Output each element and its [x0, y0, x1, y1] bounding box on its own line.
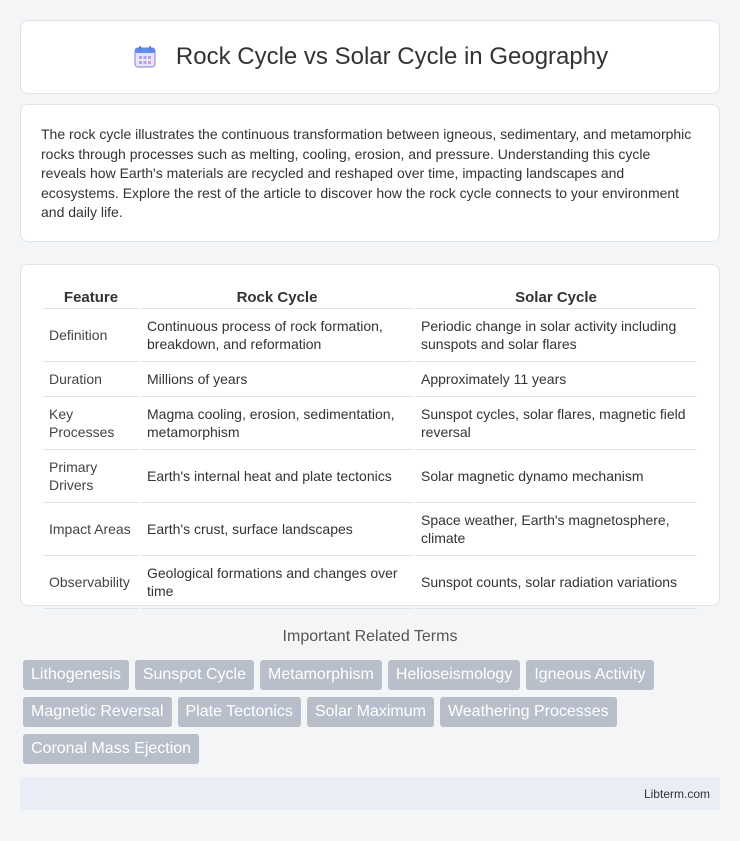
table-row: [43, 450, 697, 503]
table-row: [43, 503, 697, 556]
row-feature: Impact Areas: [43, 503, 139, 556]
row-solar-cycle: Sunspot cycles, solar flares, magnetic field reversal: [415, 397, 697, 450]
row-solar-cycle: Space weather, Earth's magnetosphere, climate: [415, 503, 697, 556]
table-header-row: [43, 285, 697, 309]
term-tag[interactable]: Magnetic Reversal: [23, 697, 172, 727]
intro-card: [20, 104, 720, 242]
row-feature: Observability: [43, 556, 139, 609]
table-row: [43, 309, 697, 362]
related-terms-list: [20, 660, 720, 764]
footer: [20, 777, 720, 810]
comparison-table: [41, 285, 699, 609]
row-solar-cycle: Solar magnetic dynamo mechanism: [415, 450, 697, 503]
header-solar-cycle: Solar Cycle: [415, 285, 697, 309]
row-feature: Duration: [43, 362, 139, 397]
row-solar-cycle: Periodic change in solar activity including sunspots and solar flares: [415, 309, 697, 362]
row-feature: Primary Drivers: [43, 450, 139, 503]
row-rock-cycle: Earth's crust, surface landscapes: [141, 503, 413, 556]
term-tag[interactable]: Metamorphism: [260, 660, 382, 690]
row-rock-cycle: Geological formations and changes over time: [141, 556, 413, 609]
footer-site-link[interactable]: Libterm.com: [643, 786, 710, 801]
row-solar-cycle: Sunspot counts, solar radiation variations: [415, 556, 697, 609]
title-card: [20, 20, 720, 94]
term-tag[interactable]: Coronal Mass Ejection: [23, 734, 199, 764]
intro-paragraph: The rock cycle illustrates the continuous transformation between igneous, sedimentary, and metamorphic rocks through processes such as melting, cooling, erosion, and pressure. Understanding this cycle reveals how Earth's materials are recycled and reshaped over time, impacting landscapes and ecosystems. Explore the rest of the article to discover how the rock cycle connects to your environment and daily life.: [41, 126, 692, 220]
row-feature: Key Processes: [43, 397, 139, 450]
table-row: [43, 397, 697, 450]
term-tag[interactable]: Lithogenesis: [23, 660, 129, 690]
term-tag[interactable]: Sunspot Cycle: [135, 660, 254, 690]
table-row: [43, 362, 697, 397]
term-tag[interactable]: Weathering Processes: [440, 697, 617, 727]
comparison-table-card: [20, 264, 720, 606]
row-feature: Definition: [43, 309, 139, 362]
term-tag[interactable]: Igneous Activity: [526, 660, 653, 690]
row-rock-cycle: Millions of years: [141, 362, 413, 397]
header-feature: Feature: [43, 285, 139, 309]
row-rock-cycle: Continuous process of rock formation, breakdown, and reformation: [141, 309, 413, 362]
related-terms-title: Important Related Terms: [282, 628, 458, 645]
header-rock-cycle: Rock Cycle: [141, 285, 413, 309]
row-solar-cycle: Approximately 11 years: [415, 362, 697, 397]
term-tag[interactable]: Solar Maximum: [307, 697, 434, 727]
calendar-icon: [132, 44, 158, 70]
term-tag[interactable]: Plate Tectonics: [178, 697, 301, 727]
table-row: [43, 556, 697, 609]
page-title: Rock Cycle vs Solar Cycle in Geography: [175, 43, 609, 70]
term-tag[interactable]: Helioseismology: [388, 660, 521, 690]
row-rock-cycle: Magma cooling, erosion, sedimentation, metamorphism: [141, 397, 413, 450]
row-rock-cycle: Earth's internal heat and plate tectonics: [141, 450, 413, 503]
